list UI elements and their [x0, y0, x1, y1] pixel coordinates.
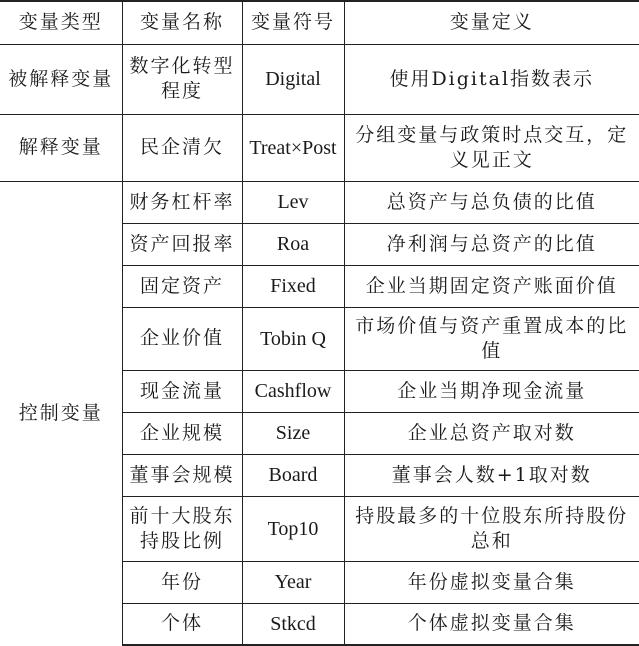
cell-definition: 市场价值与资产重置成本的比值: [344, 307, 639, 370]
table-header-row: [0, 1, 639, 44]
cell-name: 数字化转型程度: [122, 44, 242, 114]
cell-definition: 年份虚拟变量合集: [344, 561, 639, 603]
header-variable-type: 变量类型: [0, 1, 122, 44]
cell-name: 财务杠杆率: [122, 181, 242, 223]
cell-type: 解释变量: [0, 114, 122, 181]
cell-definition: 持股最多的十位股东所持股份总和: [344, 496, 639, 561]
cell-name: 年份: [122, 561, 242, 603]
cell-symbol: Digital: [242, 44, 344, 114]
header-variable-definition: 变量定义: [344, 1, 639, 44]
table-row: [0, 44, 639, 114]
cell-definition: 董事会人数+1取对数: [344, 454, 639, 496]
table-row: [0, 181, 639, 223]
cell-name: 个体: [122, 603, 242, 645]
cell-symbol: Size: [242, 412, 344, 454]
cell-name: 董事会规模: [122, 454, 242, 496]
cell-symbol: Year: [242, 561, 344, 603]
cell-symbol: Treat×Post: [242, 114, 344, 181]
cell-definition: 企业当期净现金流量: [344, 370, 639, 412]
cell-type: 控制变量: [0, 181, 122, 645]
cell-name: 资产回报率: [122, 223, 242, 265]
cell-definition: 净利润与总资产的比值: [344, 223, 639, 265]
cell-name: 现金流量: [122, 370, 242, 412]
cell-definition: 使用Digital指数表示: [389, 67, 595, 90]
cell-symbol: Stkcd: [242, 603, 344, 645]
cell-symbol: Fixed: [242, 265, 344, 307]
cell-definition: 个体虚拟变量合集: [344, 603, 639, 645]
cell-type: 被解释变量: [0, 44, 122, 114]
cell-definition: 分组变量与政策时点交互，定义见正文: [344, 114, 639, 181]
table-row: [0, 114, 639, 181]
header-variable-name: 变量名称: [122, 1, 242, 44]
cell-definition: 企业总资产取对数: [344, 412, 639, 454]
cell-symbol: Lev: [242, 181, 344, 223]
cell-symbol: Board: [242, 454, 344, 496]
cell-name: 企业规模: [122, 412, 242, 454]
cell-symbol: Tobin Q: [242, 307, 344, 370]
cell-symbol: Cashflow: [242, 370, 344, 412]
header-variable-symbol: 变量符号: [242, 1, 344, 44]
cell-symbol: Top10: [242, 496, 344, 561]
cell-symbol: Roa: [242, 223, 344, 265]
cell-name: 固定资产: [122, 265, 242, 307]
cell-name: 企业价值: [122, 307, 242, 370]
cell-definition: 企业当期固定资产账面价值: [344, 265, 639, 307]
cell-definition: 总资产与总负债的比值: [344, 181, 639, 223]
cell-name: 民企清欠: [122, 114, 242, 181]
cell-name: 前十大股东持股比例: [122, 496, 242, 561]
